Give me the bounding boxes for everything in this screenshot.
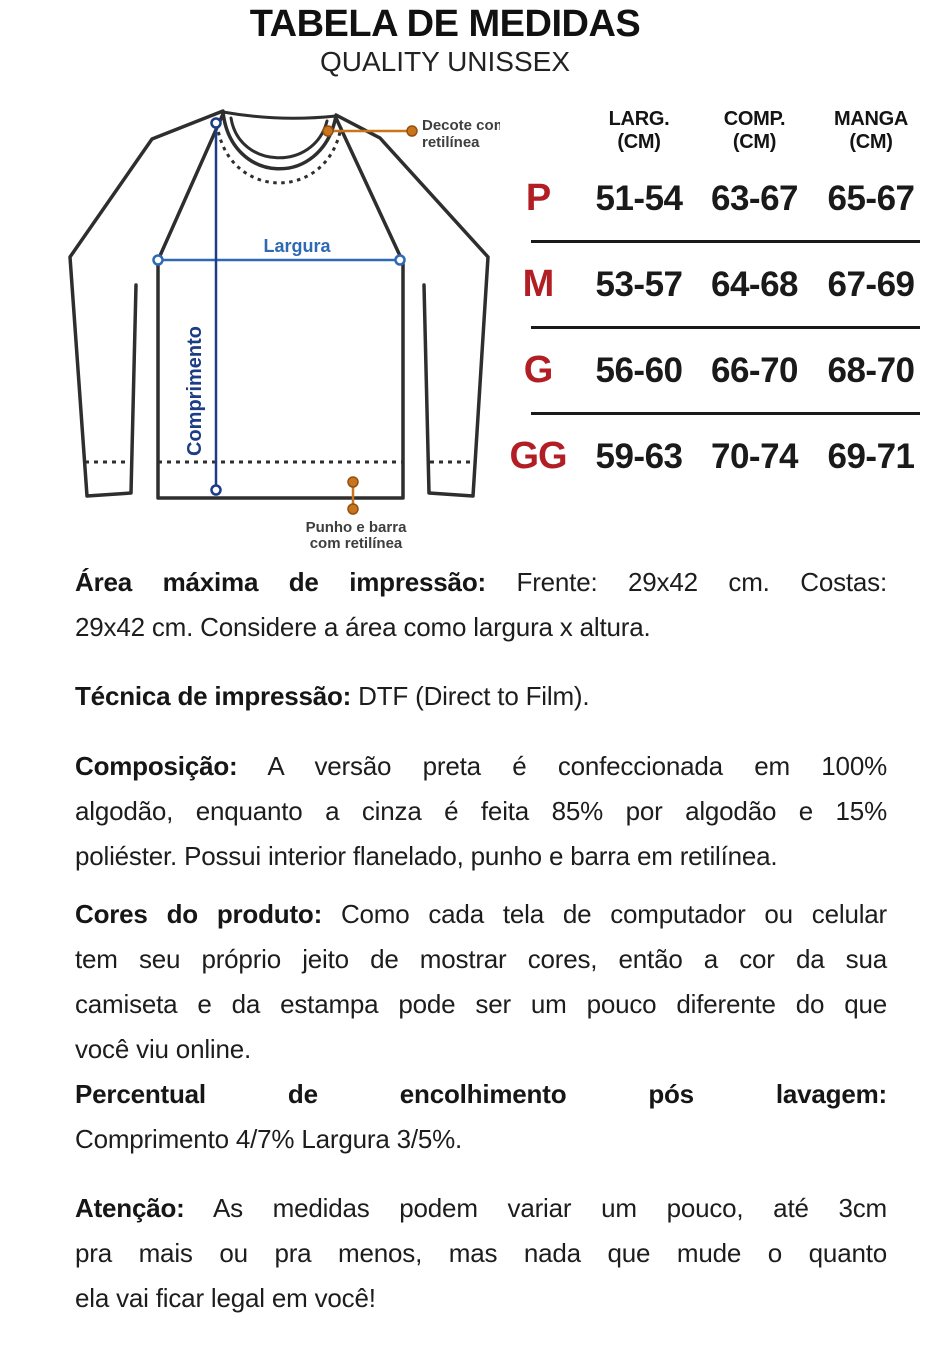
larg-value: 59-63	[595, 436, 683, 476]
table-row-p	[495, 157, 930, 240]
paragraph-print-technique: Técnica de impressão: DTF (Direct to Film).	[75, 681, 590, 711]
larg-value: 51-54	[595, 178, 683, 218]
size-label: P	[525, 177, 551, 219]
paragraph-label: Técnica de impressão:	[75, 681, 352, 711]
size-table-header	[495, 100, 930, 157]
page-header	[0, 2, 890, 78]
right-raglan-seam	[336, 118, 401, 258]
width-marker-left	[154, 256, 163, 265]
table-row-g	[495, 329, 930, 412]
neck-label-line1: Decote com	[422, 117, 500, 134]
table-row-gg	[495, 415, 930, 498]
width-label: Largura	[263, 236, 331, 256]
paragraph-label: Área máxima de impressão:	[75, 567, 486, 597]
page-title: TABELA DE MEDIDAS	[249, 3, 641, 45]
size-label: GG	[509, 435, 567, 477]
width-measure	[154, 236, 405, 265]
left-raglan-seam	[159, 114, 223, 258]
collar-inner	[231, 118, 327, 158]
width-marker-right	[396, 256, 405, 265]
paragraph-label: Composição:	[75, 751, 238, 781]
comp-value: 70-74	[710, 436, 799, 476]
comp-value: 63-67	[710, 178, 799, 218]
collar-top-edge	[223, 112, 336, 118]
table-row-m	[495, 243, 930, 326]
comp-value: 66-70	[710, 350, 799, 390]
manga-value: 68-70	[827, 350, 915, 390]
larg-value: 53-57	[595, 264, 683, 304]
column-header-comp: COMP. (CM)	[723, 108, 786, 153]
right-sleeve	[336, 115, 488, 496]
paragraph-print-area: Área máxima de impressão: Frente: 29x42 cm. Costas: 29x42 cm. Considere a área como largura x altura.	[75, 567, 887, 642]
hem-dot-bottom	[348, 504, 358, 514]
length-label: Comprimento	[184, 326, 206, 456]
size-label: G	[523, 349, 553, 391]
comp-value: 64-68	[710, 264, 799, 304]
neck-dot-right	[407, 126, 417, 136]
paragraph-colors: Cores do produto: Como cada tela de computador ou celular tem seu próprio jeito de mostrar cores, então a cor da sua camiseta e da estampa pode ser um pouco diferente do que você viu online.	[75, 899, 887, 1064]
length-marker-bottom	[212, 486, 221, 495]
column-header-manga: MANGA (CM)	[833, 108, 909, 153]
column-header-larg: LARG. (CM)	[608, 108, 670, 153]
paragraph-label: Percentual de encolhimento pós lavagem:	[75, 1079, 887, 1109]
paragraph-shrinkage: Percentual de encolhimento pós lavagem: Comprimento 4/7% Largura 3/5%.	[75, 1079, 887, 1154]
hem-label-line2: com retilínea	[309, 535, 403, 552]
page-subtitle: QUALITY UNISSEX	[319, 46, 570, 77]
hem-annotation	[306, 477, 408, 552]
paragraph-attention: Atenção: As medidas podem variar um pouco, até 3cm pra mais ou pra menos, mas nada que mude o quanto ela vai ficar legal em você!	[75, 1193, 887, 1313]
length-measure	[184, 119, 221, 495]
neck-label-line2: retilínea	[422, 134, 480, 151]
size-table	[495, 100, 930, 498]
sweatshirt-diagram-svg	[60, 95, 500, 555]
manga-value: 69-71	[827, 436, 915, 476]
neck-dot-left	[323, 126, 333, 136]
hem-dot-top	[348, 477, 358, 487]
paragraph-label: Cores do produto:	[75, 899, 323, 929]
paragraph-label: Atenção:	[75, 1193, 185, 1223]
paragraph-composition: Composição: A versão preta é confeccionada em 100% algodão, enquanto a cinza é feita 85% por algodão e 15% poliéster. Possui interior flanelado, punho e barra em retilínea.	[75, 751, 887, 871]
manga-value: 65-67	[827, 178, 915, 218]
length-marker-top	[212, 119, 221, 128]
sweatshirt-measurement-diagram	[60, 95, 500, 555]
sweatshirt-outline	[70, 111, 488, 498]
hem-label-line1: Punho e barra	[305, 519, 407, 536]
manga-value: 67-69	[827, 264, 915, 304]
size-label: M	[522, 263, 554, 305]
product-info-text	[75, 560, 887, 1321]
larg-value: 56-60	[595, 350, 683, 390]
